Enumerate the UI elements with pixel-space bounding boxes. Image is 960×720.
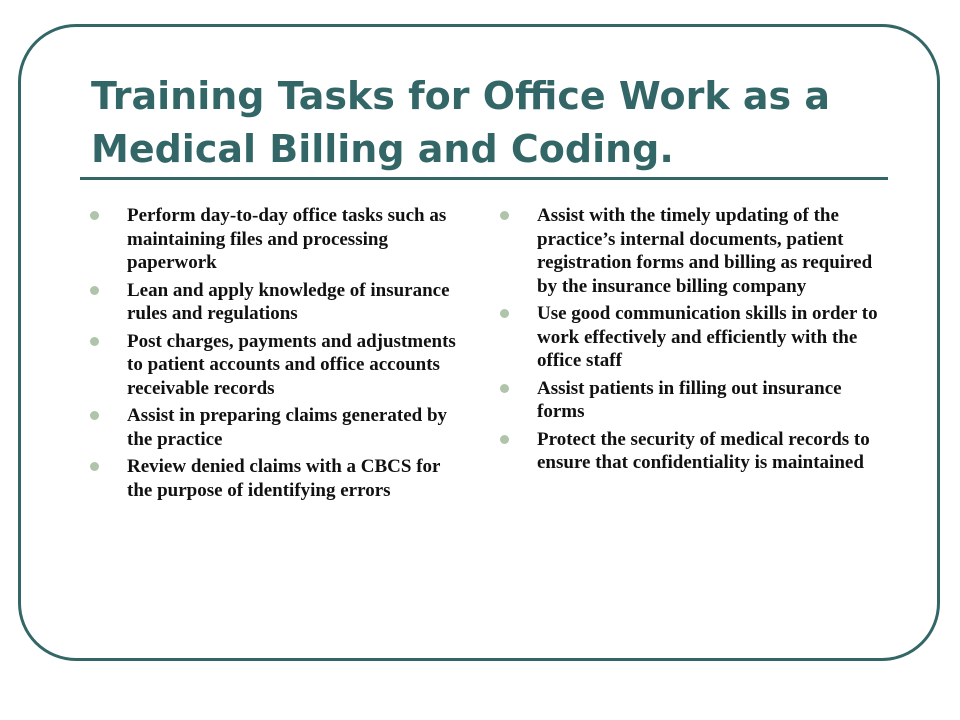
bullet-icon	[500, 384, 509, 393]
list-item	[90, 330, 462, 401]
list-item-text: Post charges, payments and adjustments to patient accounts and office accounts receivable records	[127, 330, 456, 399]
bullet-icon	[500, 211, 509, 220]
list-item-text: Protect the security of medical records to ensure that confidentiality is maintained	[537, 428, 870, 473]
slide-title: Training Tasks for Office Work as a Medical Billing and Coding.	[91, 74, 830, 171]
list-item	[90, 455, 462, 502]
list-item	[90, 279, 462, 326]
list-item-text: Lean and apply knowledge of insurance rules and regulations	[127, 279, 450, 324]
list-item	[90, 404, 462, 451]
bullet-icon	[90, 337, 99, 346]
bullet-icon	[500, 435, 509, 444]
title-underline	[80, 177, 888, 180]
bullet-icon	[90, 211, 99, 220]
left-bullet-list	[90, 204, 462, 506]
bullet-icon	[90, 286, 99, 295]
list-item	[500, 377, 880, 424]
list-item-text: Perform day-to-day office tasks such as maintaining files and processing paperwork	[127, 205, 447, 273]
bullet-icon	[500, 309, 509, 318]
list-item-text: Review denied claims with a CBCS for the purpose of identifying errors	[127, 456, 441, 501]
list-item-text: Assist in preparing claims generated by the practice	[127, 405, 448, 450]
list-item	[500, 428, 880, 475]
bullet-icon	[90, 411, 99, 420]
list-item	[90, 204, 462, 275]
list-item-text: Assist with the timely updating of the practice’s internal documents, patient registration forms and billing as required by the insurance billing company	[537, 205, 873, 297]
list-item	[500, 204, 880, 298]
list-item-text: Assist patients in filling out insurance forms	[537, 377, 842, 422]
bullet-icon	[90, 462, 99, 471]
list-item	[500, 302, 880, 373]
list-item-text: Use good communication skills in order to work effectively and efficiently with the office staff	[537, 303, 878, 371]
right-bullet-list	[500, 204, 880, 479]
